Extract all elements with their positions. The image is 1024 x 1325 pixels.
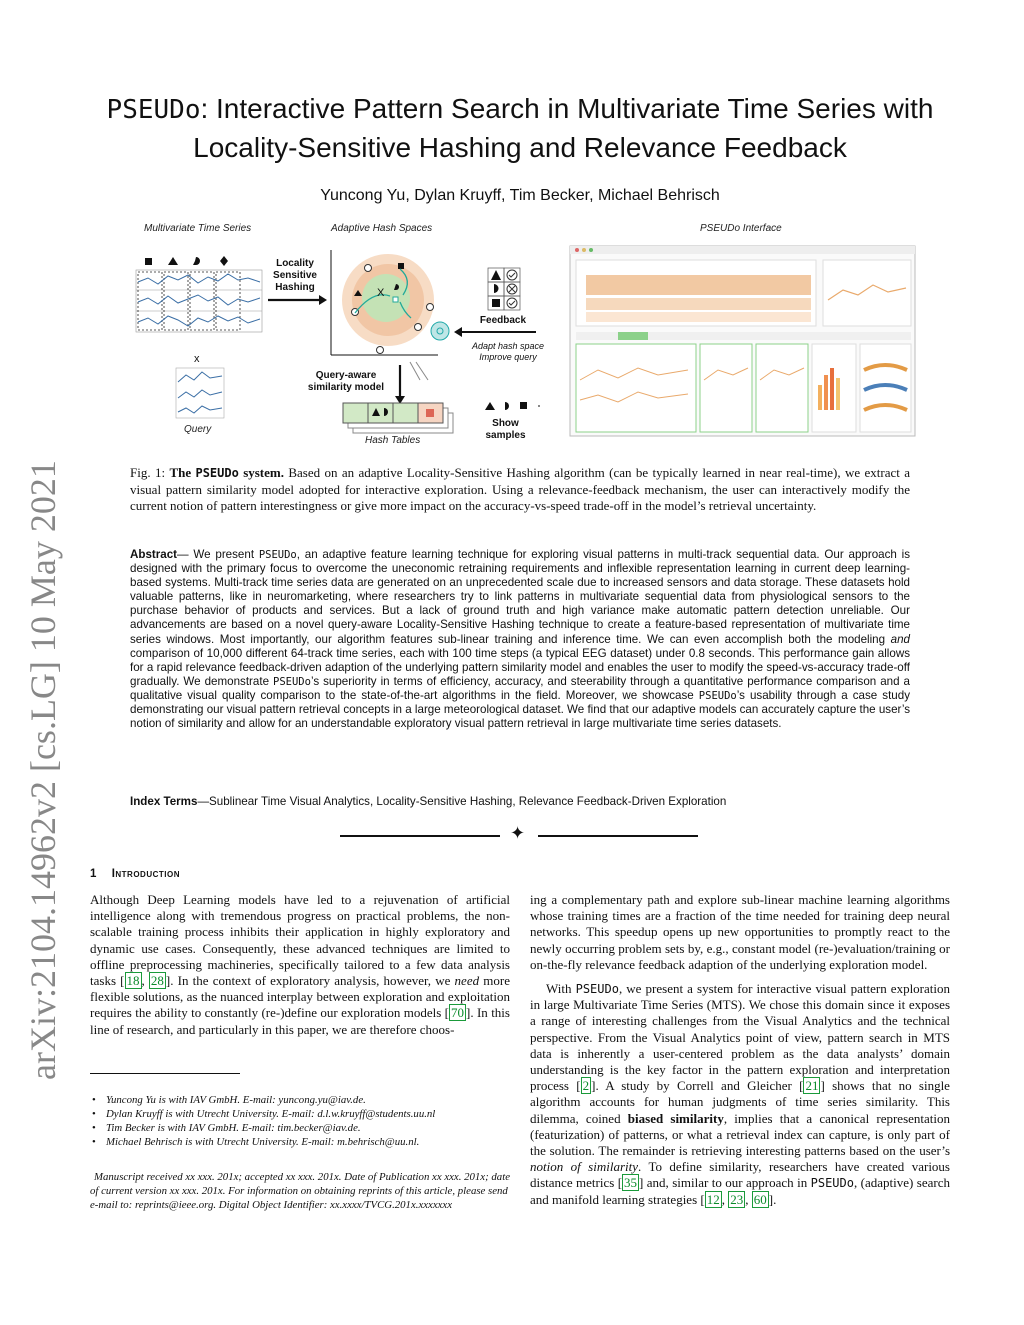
citation-link[interactable]: 60 bbox=[753, 1191, 767, 1207]
citation-link[interactable]: 35 bbox=[624, 1175, 638, 1191]
caption-system: PSEUDo bbox=[195, 466, 239, 480]
index-terms-label: Index Terms bbox=[130, 795, 198, 808]
mts-panel bbox=[136, 270, 262, 332]
label-pseudo-interface: PSEUDo Interface bbox=[700, 223, 782, 234]
feedback-panel bbox=[488, 268, 520, 310]
title-line2: Locality-Sensitive Hashing and Relevance Feedback bbox=[193, 132, 847, 163]
section-number: 1 bbox=[90, 868, 97, 880]
footnote-item: • Yuncong Yu is with IAV GmbH. E-mail: yuncong.yu@iav.de. bbox=[106, 1093, 510, 1107]
left-need: need bbox=[454, 973, 480, 989]
teaser-figure bbox=[128, 220, 918, 460]
label-x: x bbox=[194, 353, 200, 365]
footnote-rule bbox=[90, 1073, 240, 1074]
label-feedback: Feedback bbox=[479, 315, 527, 326]
square-shape bbox=[145, 258, 152, 265]
abstract-p2: comparison of 10,000 different 64-track time series, each with 100 time steps (a typical EEG dataset) under 0.8 seconds. This performance gain allows for a rapid relevance feedback-driven adaption of the underlying pattern similarity model and enables the user to modify the speed-vs-accuracy trade-off gradually. We demonstrate bbox=[130, 646, 910, 688]
section-title: Introduction bbox=[111, 868, 180, 880]
triangle-shape bbox=[168, 257, 178, 265]
abstract-label: Abstract bbox=[130, 548, 178, 561]
abstract-system-2: PSEUDo bbox=[273, 675, 311, 688]
label-query-aware: Query-aware similarity model bbox=[307, 370, 385, 393]
label-adapt-hash: Adapt hash space Improve query bbox=[471, 341, 545, 362]
query-circle bbox=[431, 322, 449, 340]
abstract-and: and bbox=[890, 632, 910, 646]
label-lsh: Locality Sensitive Hashing bbox=[273, 258, 317, 293]
author-list: Yuncong Yu, Dylan Kruyff, Tim Becker, Michael Behrisch bbox=[320, 187, 720, 204]
index-terms bbox=[130, 795, 910, 808]
hash-tables bbox=[343, 403, 453, 433]
citation-link[interactable]: 2 bbox=[582, 1078, 590, 1094]
left-text-1: Although Deep Learning models have led to a rejuvenation of artificial intelligence along with tremendous progress on practical problems, the non-scalable training process inhibits their application in highly exploratory and dynamic use cases. Consequently, these advanced techniques are limited to offline preprocessing machineries, specifically tailored to a few data analysis tasks bbox=[90, 892, 510, 989]
divider-star: ✦ bbox=[510, 823, 526, 843]
citation-link[interactable]: 21 bbox=[805, 1078, 819, 1094]
footnote-item: • Michael Behrisch is with Utrecht University. E-mail: m.behrisch@uu.nl. bbox=[106, 1135, 510, 1149]
right-system-2: PSEUDo bbox=[810, 1176, 854, 1191]
abstract-dash: — We present bbox=[177, 548, 255, 561]
right-paragraph-1: ing a complementary path and explore sub-linear machine learning algorithms whose training times are a fraction of the time needed for training deep neural networks. This speedup opens up new opportunities to promptly react to the newly occurring problem sets by, e.g., constant model (re-)evaluation/training or on-the-fly relevance feedback adaption of the underlying exploration model. bbox=[530, 892, 950, 972]
caption-prefix: Fig. 1: bbox=[130, 465, 166, 480]
label-query: Query bbox=[184, 424, 212, 435]
citation-link[interactable]: 70 bbox=[451, 1005, 464, 1021]
semicircle-shape bbox=[193, 257, 200, 265]
hash-space-query-mark: X bbox=[377, 287, 385, 299]
diamond-shape bbox=[220, 256, 228, 266]
hash-space-plot bbox=[331, 250, 438, 355]
title-system-name: PSEUDo bbox=[106, 95, 201, 125]
index-terms-text: —Sublinear Time Visual Analytics, Locality-Sensitive Hashing, Relevance Feedback-Driven Exploration bbox=[197, 795, 727, 808]
abstract bbox=[130, 548, 910, 731]
query-sample bbox=[176, 368, 224, 418]
label-multivariate-time-series: Multivariate Time Series bbox=[144, 223, 252, 234]
footnote-item: • Dylan Kruyff is with Utrecht University. E-mail: d.l.w.kruyff@students.uu.nl bbox=[106, 1107, 510, 1121]
interface-thumbnail bbox=[570, 246, 915, 436]
caption-bold-the: The bbox=[169, 465, 192, 480]
right-column bbox=[530, 892, 950, 1216]
left-text-2: . In the context of exploratory analysis, however, we bbox=[170, 973, 451, 989]
left-column: Although Deep Learning models have led to a rejuvenation of artificial intelligence along with tremendous progress on practical problems, the non-scalable training process inhibits their application in highly exploratory and dynamic use cases. Consequently, these advanced techniques are limited to offline preprocessing machineries, specifically tailored to a few data analysis tasks [ 18 , 28 ]. In the context of exploratory analysis, however, we need more flexible solutions, as the nuanced interplay between exploration and exploitation requires the ability to constantly (re-)define our exploration models [ 70 ]. In this line of research, and particularly in this paper, we are therefore choos- bbox=[90, 892, 510, 1037]
left-text-3: more flexible solutions, as the nuanced interplay between exploration and exploitation requires the ability to constantly (re-)define our exploration models bbox=[90, 973, 510, 1021]
title-line1: : Interactive Pattern Search in Multivariate Time Series with bbox=[200, 93, 934, 124]
footnote-item: • Tim Becker is with IAV GmbH. E-mail: tim.becker@iav.de. bbox=[106, 1121, 510, 1135]
affiliation-footnotes bbox=[90, 1093, 510, 1149]
abstract-system-3: PSEUDo bbox=[698, 689, 737, 702]
abstract-system-1: PSEUDo bbox=[258, 549, 297, 561]
abstract-p3: ’s superiority in terms of efficiency, accuracy, and steerability through a quantitative performance comparison and a qualitative visual quality comparison to the state-of-the-art algorithms in the field. Moreover, we showcase bbox=[130, 674, 910, 702]
right-paragraph-2: With PSEUDo, we present a system for interactive visual pattern exploration in large Multivariate Time Series (MTS). We chose this domain since it exposes a range of interesting challenges from the Visual Analytics and the technical perspective. From the Visual Analytics point of view, pattern search in MTS data is inherently a user-centered problem as the data analysts’ domain understanding is the key factor in the pattern exploration and interpretation process [ 2 ]. A study by Correll and Gleicher [ 21 ] shows that no single algorithm accounts for human judgments of time series similarity. This dilemma, coined biased similarity, implies that a canonical representation (featurization) of patterns, or what a retrieval index can capture, is only part of the solution. The remainder is retrieving interesting patterns based on the user’s notion of similarity. To define similarity, researchers have created various distance metrics [ 35 ] and, similar to our approach in PSEUDo, (adaptive) search and manifold learning strategies [ 12 , 23 , 60 ]. bbox=[530, 981, 951, 1207]
show-samples-shapes bbox=[473, 402, 530, 410]
right-system-1: PSEUDo bbox=[575, 982, 619, 997]
section-heading bbox=[90, 868, 180, 880]
manuscript-note: Manuscript received xx xxx. 201x; accepted xx xxx. 201x. Date of Publication xx xxx. 201x; date of current version xx xxx. 201x. For information on obtaining reprints of this article, please send e-mail to: reprints@ieee.org. Digital Object Identifier: xx.xxxx/TVCG.201x.xxxxxxx bbox=[90, 1171, 510, 1211]
left-text-4: . In this line of research, and particularly in this paper, we are therefore choos- bbox=[90, 1005, 510, 1037]
figure-caption bbox=[130, 465, 910, 515]
paper-title bbox=[60, 90, 980, 167]
citation-link[interactable]: 12 bbox=[706, 1191, 720, 1207]
label-hash-tables: Hash Tables bbox=[365, 435, 421, 446]
citation-link[interactable]: 18 bbox=[126, 973, 140, 989]
notion-of-similarity-term: notion of similarity bbox=[530, 1159, 639, 1175]
label-adaptive-hash-spaces: Adaptive Hash Spaces bbox=[331, 223, 433, 234]
abstract-p1: , an adaptive feature learning technique for exploring visual patterns in multi-track sequential data. Our approach is designed with the primary focus to overcome the uneconomic retraining requirements and inflexible representation learning in current deep learning-based systems. Multi-track time series data are generated on an unprecedented scale due to increased sensors and data storage. These datasets hold valuable patterns, like in neuromarketing, where researchers try to link patterns in multivariate sequential data from physiological sensors to the purchase behavior of products and services. But a lack of ground truth and high variance make automatic pattern detection unreliable. Our advancements are based on a novel query-aware Locality-Sensitive Hashing technique to create a feature-based representation of multivariate time series windows. Most importantly, our algorithm features sub-linear training and inference time. We can even accomplish both the modeling bbox=[130, 548, 910, 646]
citation-link[interactable]: 23 bbox=[730, 1191, 744, 1207]
section-divider bbox=[340, 823, 700, 844]
biased-similarity-term: biased similarity bbox=[627, 1110, 724, 1126]
arxiv-identifier: arXiv:2104.14962v2 [cs.LG] 10 May 2021 bbox=[23, 460, 63, 1080]
citation-link[interactable]: 28 bbox=[150, 973, 164, 989]
caption-bold-rest: system. bbox=[243, 465, 284, 480]
label-show-samples: Show samples bbox=[485, 418, 526, 441]
abstract-p4: ’s usability through a case study demonstrating our visual pattern retrieval concepts in a large meteorological dataset. We find that our adaptive models can accurately capture the user’s notion of similarity and allow for an understandable exploratory visual pattern retrieval in large multivariate time series datasets. bbox=[130, 688, 910, 731]
caption-text: Based on an adaptive Locality-Sensitive Hashing algorithm (can be typically learned in near real-time), we extract a visual pattern similarity model adopted for interactive exploration. Using a relevance-feedback mechanism, the user can interactively modify the current notion of pattern interestingness or give more impact on the accuracy-vs-speed trade-off in the model’s retrieval uncertainty. bbox=[130, 465, 910, 513]
